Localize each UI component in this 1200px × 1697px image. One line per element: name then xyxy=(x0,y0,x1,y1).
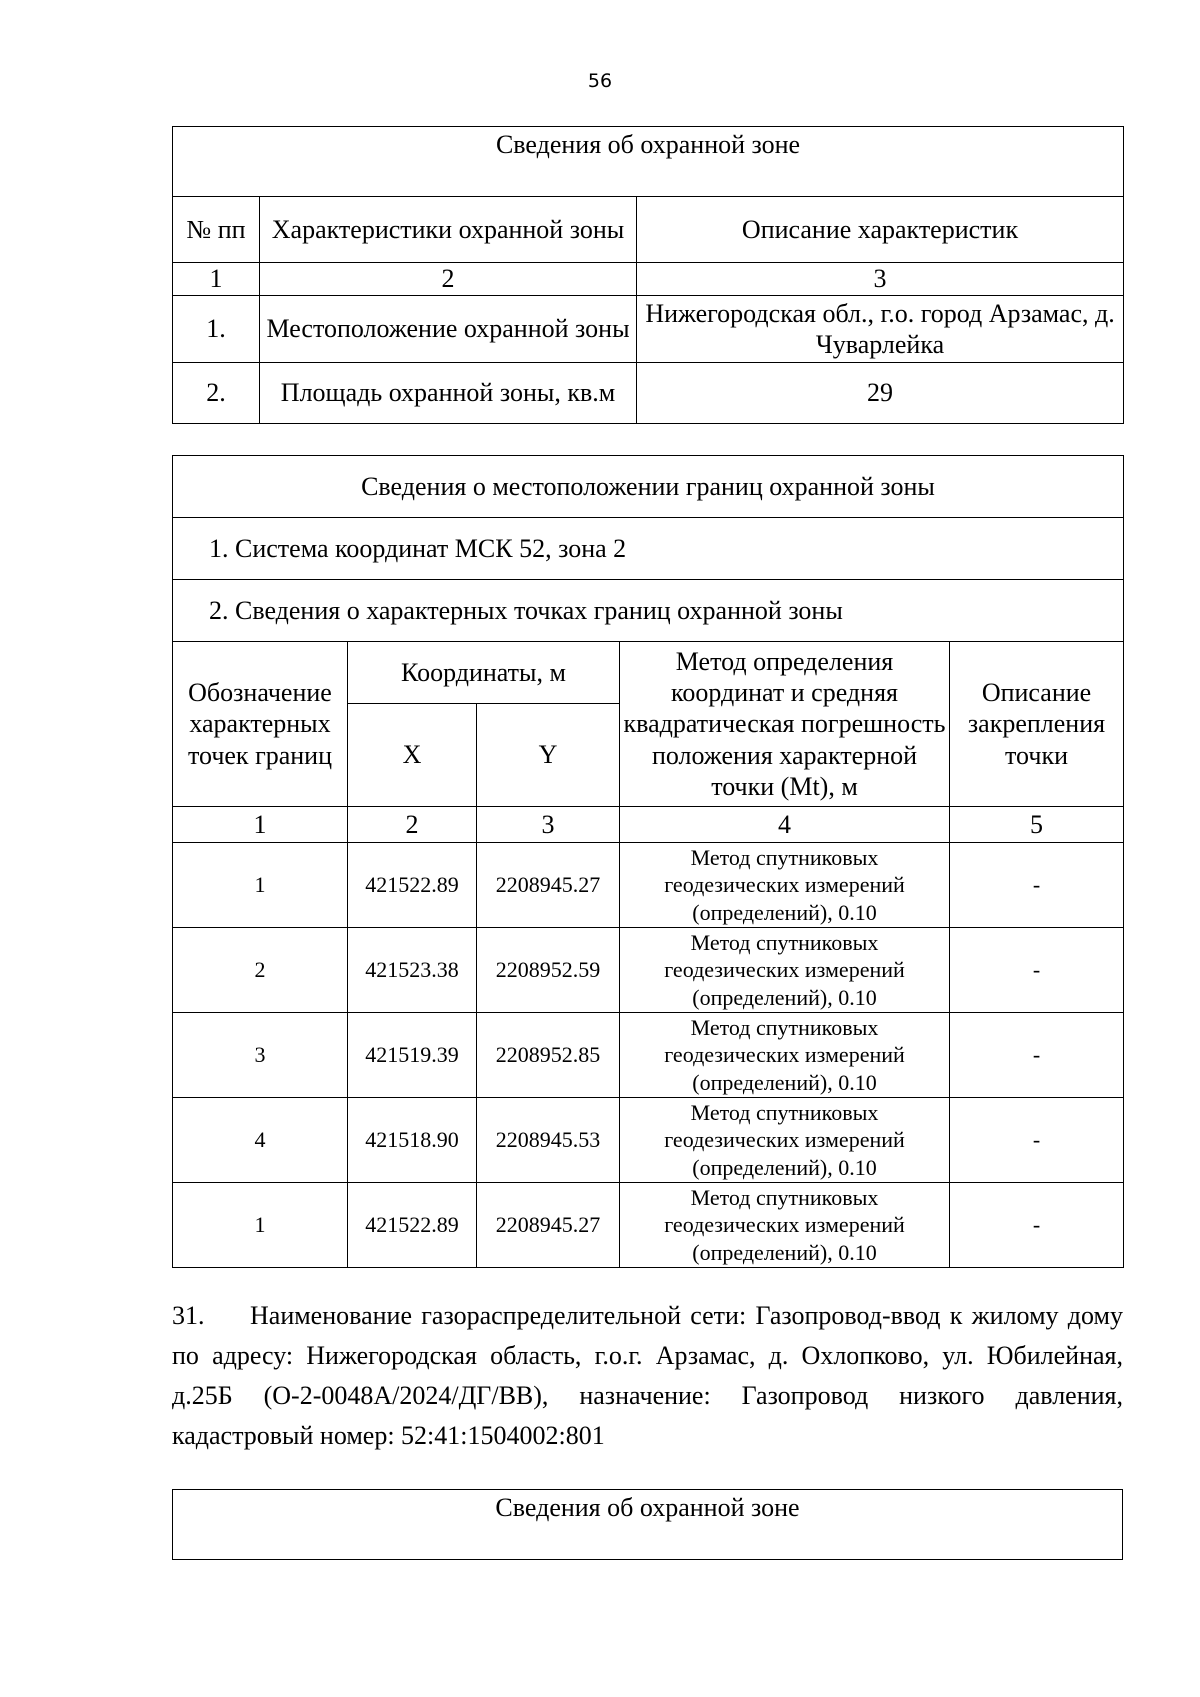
point-method: Метод спутниковых геодезических измерений (определений), 0.10 xyxy=(620,1183,950,1268)
boundaries-table xyxy=(172,455,1124,1268)
table-row xyxy=(173,1183,1124,1268)
paragraph-number: 31. xyxy=(172,1301,205,1330)
header-x: X xyxy=(348,704,477,807)
col-number: 3 xyxy=(477,807,620,843)
point-method: Метод спутниковых геодезических измерений (определений), 0.10 xyxy=(620,1013,950,1098)
point-id: 1 xyxy=(173,1183,348,1268)
header-y: Y xyxy=(477,704,620,807)
header-characteristic: Характеристики охранной зоны xyxy=(260,197,637,263)
point-method: Метод спутниковых геодезических измерений (определений), 0.10 xyxy=(620,843,950,928)
point-method: Метод спутниковых геодезических измерений (определений), 0.10 xyxy=(620,1098,950,1183)
row-description: 29 xyxy=(637,363,1124,424)
table-row xyxy=(173,843,1124,928)
paragraph-text: Наименование газораспределительной сети: Газопровод-ввод к жилому дому по адресу: Нижегородская область, г.о.г. Арзамас, д. Охлопково, ул. Юбилейная, д.25Б (О-2-0048А/2024/ДГ/ВВ), назначение: Газопровод низкого давления, кадастровый номер: 52:41:1504002:801 xyxy=(172,1301,1123,1450)
page-number: 56 xyxy=(587,70,613,92)
point-id: 2 xyxy=(173,928,348,1013)
point-y: 2208952.59 xyxy=(477,928,620,1013)
point-id: 3 xyxy=(173,1013,348,1098)
col-number: 2 xyxy=(348,807,477,843)
header-designation: Обозначение характерных точек границ xyxy=(173,642,348,807)
point-fixing: - xyxy=(950,1013,1124,1098)
col-number: 1 xyxy=(173,263,260,296)
point-y: 2208945.53 xyxy=(477,1098,620,1183)
network-paragraph xyxy=(172,1296,1123,1456)
row-description: Нижегородская обл., г.о. город Арзамас, д. Чуварлейка xyxy=(637,296,1124,363)
header-description: Описание характеристик xyxy=(637,197,1124,263)
points-title: 2. Сведения о характерных точках границ охранной зоны xyxy=(173,580,1124,642)
point-x: 421523.38 xyxy=(348,928,477,1013)
row-characteristic: Площадь охранной зоны, кв.м xyxy=(260,363,637,424)
coordinate-system: 1. Система координат МСК 52, зона 2 xyxy=(173,518,1124,580)
zone-info-table-2 xyxy=(172,1489,1123,1560)
row-number: 2. xyxy=(173,363,260,424)
point-fixing: - xyxy=(950,1183,1124,1268)
point-x: 421522.89 xyxy=(348,1183,477,1268)
table-row xyxy=(173,296,1124,363)
point-y: 2208945.27 xyxy=(477,843,620,928)
point-fixing: - xyxy=(950,843,1124,928)
col-number: 4 xyxy=(620,807,950,843)
zone-info-title-2: Сведения об охранной зоне xyxy=(173,1490,1123,1560)
row-characteristic: Местоположение охранной зоны xyxy=(260,296,637,363)
point-fixing: - xyxy=(950,928,1124,1013)
zone-info-table xyxy=(172,126,1124,424)
col-number: 1 xyxy=(173,807,348,843)
header-fixing: Описание закрепления точки xyxy=(950,642,1124,807)
point-method: Метод спутниковых геодезических измерений (определений), 0.10 xyxy=(620,928,950,1013)
header-method: Метод определения координат и средняя квадратическая погрешность положения характерной точки (Mt), м xyxy=(620,642,950,807)
point-y: 2208952.85 xyxy=(477,1013,620,1098)
point-x: 421522.89 xyxy=(348,843,477,928)
table-row xyxy=(173,1098,1124,1183)
zone-info-title: Сведения об охранной зоне xyxy=(173,127,1124,197)
col-number: 2 xyxy=(260,263,637,296)
point-y: 2208945.27 xyxy=(477,1183,620,1268)
col-number: 3 xyxy=(637,263,1124,296)
point-id: 4 xyxy=(173,1098,348,1183)
point-x: 421518.90 xyxy=(348,1098,477,1183)
header-number: № пп xyxy=(173,197,260,263)
header-coords: Координаты, м xyxy=(348,642,620,704)
point-x: 421519.39 xyxy=(348,1013,477,1098)
boundaries-title: Сведения о местоположении границ охранной зоны xyxy=(173,456,1124,518)
col-number: 5 xyxy=(950,807,1124,843)
point-id: 1 xyxy=(173,843,348,928)
table-row xyxy=(173,1013,1124,1098)
point-fixing: - xyxy=(950,1098,1124,1183)
row-number: 1. xyxy=(173,296,260,363)
table-row xyxy=(173,363,1124,424)
table-row xyxy=(173,928,1124,1013)
